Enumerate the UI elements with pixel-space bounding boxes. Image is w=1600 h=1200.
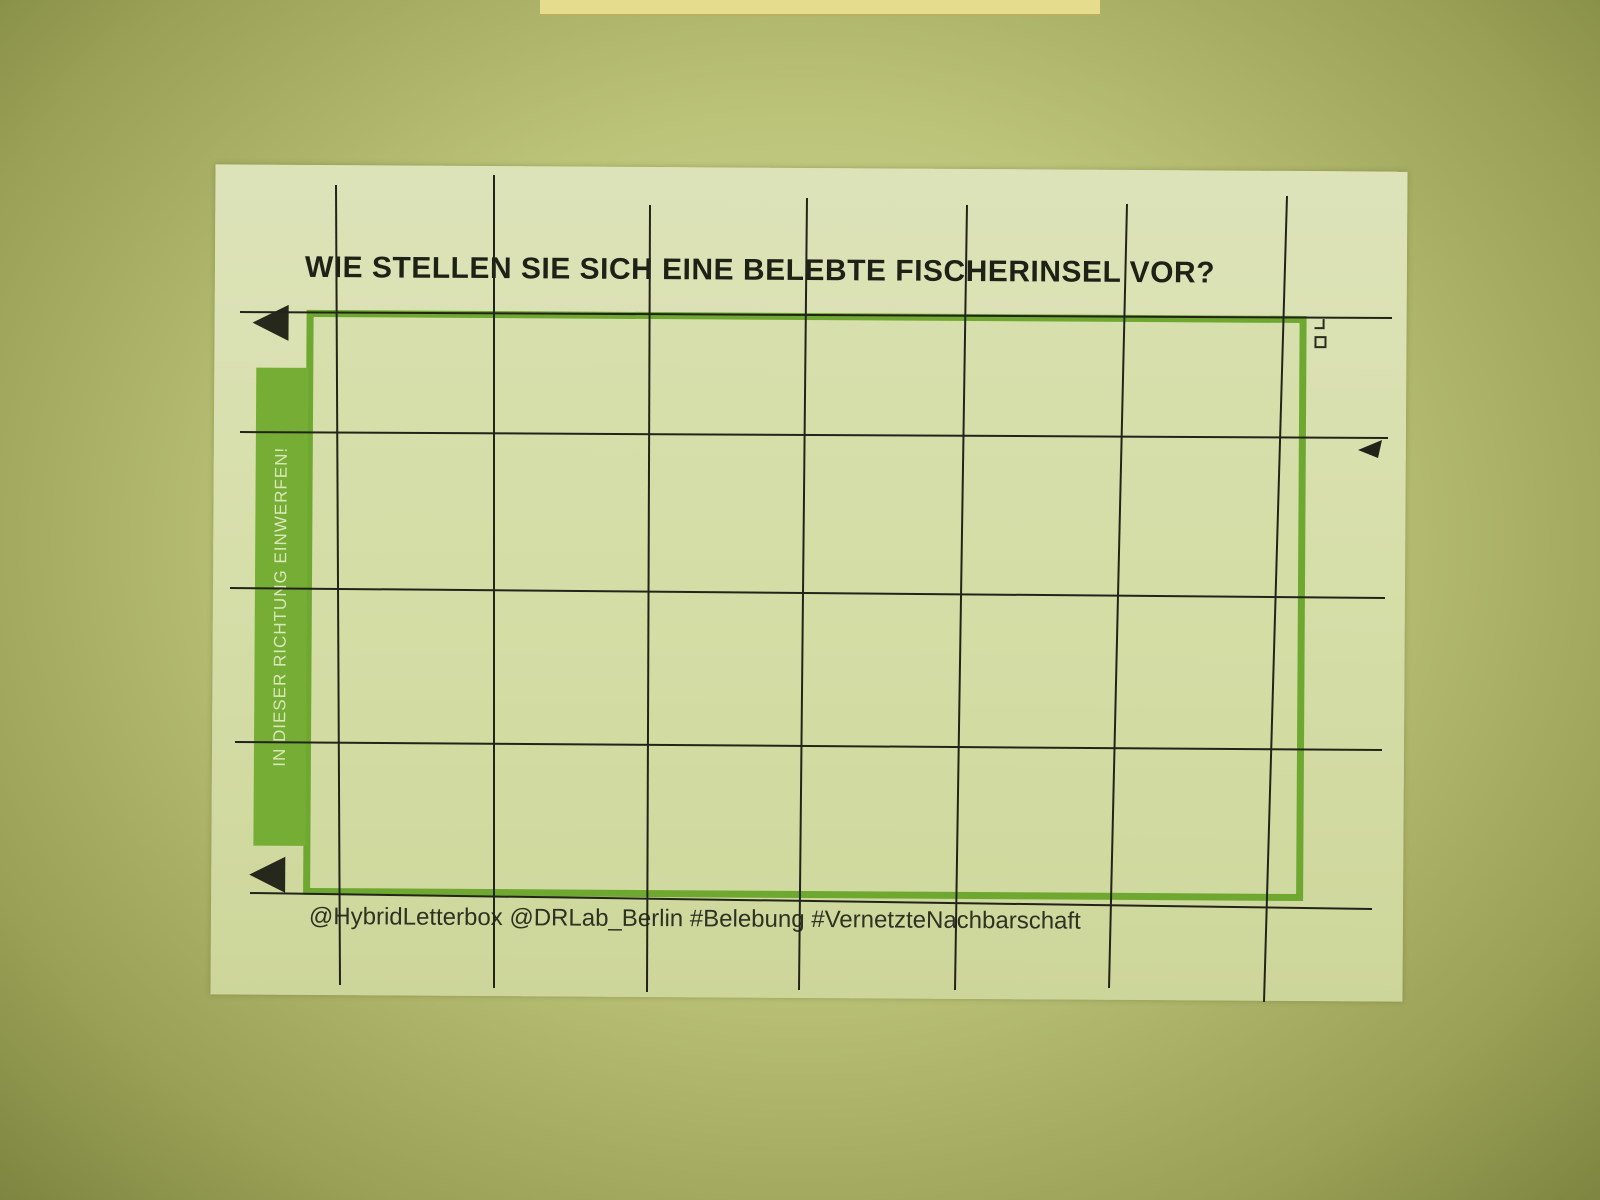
triangle-marker-icon — [249, 857, 285, 893]
insert-direction-label: IN DIESER RICHTUNG EINWERFEN! — [269, 446, 291, 767]
postcard — [210, 164, 1407, 1001]
insert-direction-tab — [253, 368, 308, 846]
card-title: WIE STELLEN SIE SICH EINE BELEBTE FISCHERINSEL VOR? — [304, 250, 1216, 290]
triangle-marker-icon — [252, 305, 288, 341]
corner-registration-icon — [1315, 319, 1325, 329]
card-footer-hashtags: @HybridLetterbox @DRLab_Berlin #Belebung #VernetzteNachbarschaft — [308, 902, 1081, 935]
object-top-edge — [540, 0, 1100, 16]
corner-registration-icon — [1314, 336, 1326, 348]
drawing-frame — [303, 310, 1307, 901]
